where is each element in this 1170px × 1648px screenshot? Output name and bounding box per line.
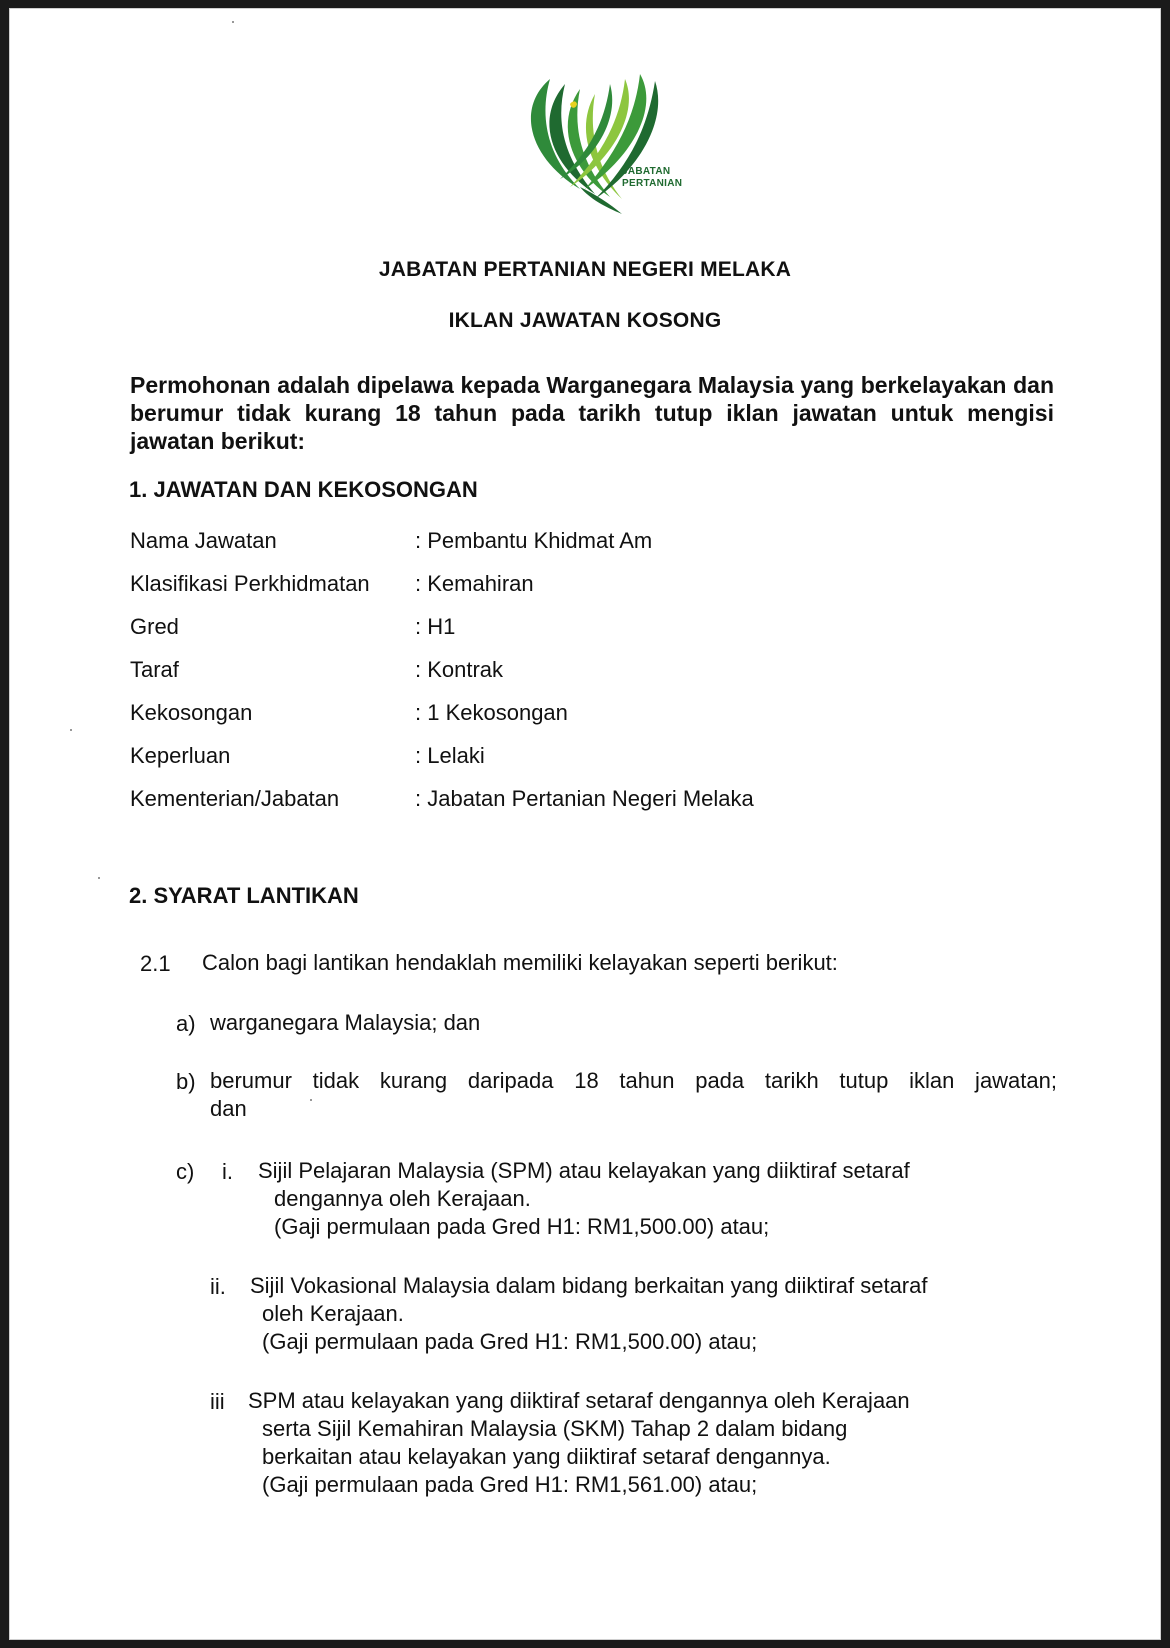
item-c-iii-line4: (Gaji permulaan pada Gred H1: RM1,561.00) atau; [262,1472,758,1497]
item-a-text: warganegara Malaysia; dan [210,1010,481,1035]
item-b-marker: b) [176,1069,196,1094]
kv-value: : Lelaki [415,743,485,768]
kv-label: Keperluan [130,743,231,768]
item-c-iii-line2: serta Sijil Kemahiran Malaysia (SKM) Tahap 2 dalam bidang [262,1416,848,1441]
logo-emblem-icon [510,69,720,234]
item-c-i-marker: i. [222,1159,233,1184]
item-c-iii-line1: SPM atau kelayakan yang diiktiraf setaraf dengannya oleh Kerajaan [248,1388,910,1413]
item-c-ii-line2: oleh Kerajaan. [262,1301,404,1326]
kv-label: Gred [130,614,179,639]
logo-text-line2: PERTANIAN [622,178,683,189]
kv-value: : Pembantu Khidmat Am [415,528,653,553]
item-2-1-number: 2.1 [140,951,171,976]
scan-speck [232,21,234,23]
document-title: IKLAN JAWATAN KOSONG [448,309,722,332]
kv-value: : 1 Kekosongan [415,700,568,725]
logo-text-line1: JABATAN [622,166,671,177]
item-c-ii-line3: (Gaji permulaan pada Gred H1: RM1,500.00) atau; [262,1329,758,1354]
scan-speck [70,729,72,731]
department-heading: JABATAN PERTANIAN NEGERI MELAKA [378,258,792,281]
item-c-iii-marker: iii [210,1389,225,1414]
item-b-line1: berumur tidak kurang daripada 18 tahun pada tarikh tutup iklan jawatan; [210,1068,1057,1093]
item-b-line2: dan [210,1096,247,1121]
jabatan-pertanian-logo [510,69,720,234]
kv-value: : H1 [415,614,456,639]
kv-label: Kekosongan [130,700,253,725]
scan-speck [310,1099,312,1101]
item-c-i-line1: Sijil Pelajaran Malaysia (SPM) atau kelayakan yang diiktiraf setaraf [258,1158,910,1183]
item-c-i-line3: (Gaji permulaan pada Gred H1: RM1,500.00) atau; [274,1214,770,1239]
section-1-title: 1. JAWATAN DAN KEKOSONGAN [129,477,478,502]
logo-text [622,166,682,190]
item-2-1-text: Calon bagi lantikan hendaklah memiliki kelayakan seperti berikut: [202,950,838,975]
kv-label: Taraf [130,657,179,682]
kv-value: : Kontrak [415,657,504,682]
kv-label: Kementerian/Jabatan [130,786,340,811]
intro-paragraph: Permohonan adalah dipelawa kepada Warganegara Malaysia yang berkelayakan dan berumur tidak kurang 18 tahun pada tarikh tutup iklan jawatan untuk mengisi jawatan berikut: [130,372,1054,454]
kv-value: : Kemahiran [415,571,534,596]
section-2-title: 2. SYARAT LANTIKAN [129,883,359,908]
item-a-marker: a) [176,1011,196,1036]
document-page [9,8,1161,1640]
item-c-i-line2: dengannya oleh Kerajaan. [274,1186,531,1211]
item-c-marker: c) [176,1159,195,1184]
kv-value: : Jabatan Pertanian Negeri Melaka [415,786,754,811]
scan-speck [98,877,100,879]
kv-label: Nama Jawatan [130,528,277,553]
kv-label: Klasifikasi Perkhidmatan [130,571,370,596]
item-c-ii-line1: Sijil Vokasional Malaysia dalam bidang berkaitan yang diiktiraf setaraf [250,1273,928,1298]
item-c-iii-line3: berkaitan atau kelayakan yang diiktiraf setaraf dengannya. [262,1444,831,1469]
item-c-ii-marker: ii. [210,1274,226,1299]
